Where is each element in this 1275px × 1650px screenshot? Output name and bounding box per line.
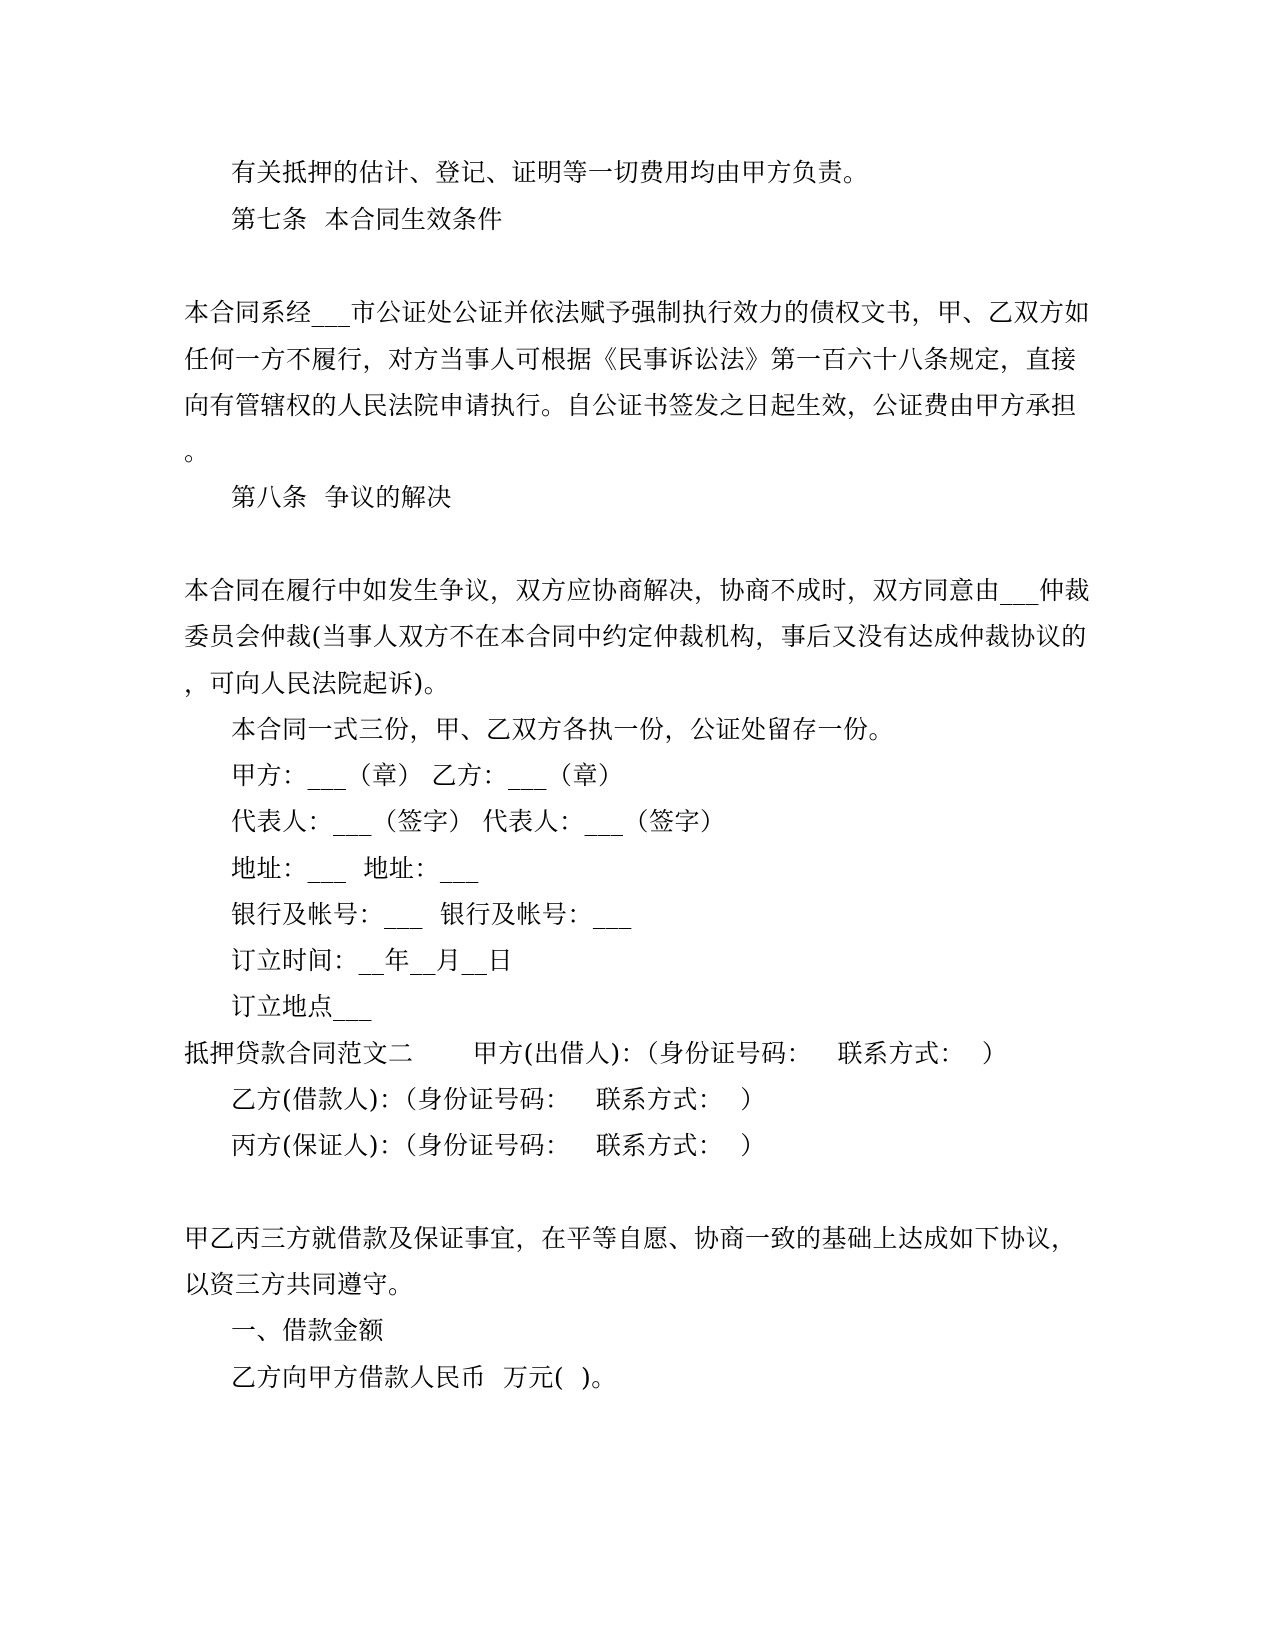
section-heading: 第七条 本合同生效条件 [231,205,503,234]
paragraph-line: 本合同一式三份，甲、乙双方各执一份，公证处留存一份。 [231,715,895,744]
bank-account-line: 银行及帐号：___ 银行及帐号：___ [231,900,632,929]
paragraph-line: 。 [184,437,210,466]
date-line: 订立时间：__年__月__日 [231,946,514,975]
paragraph-line: 乙方向甲方借款人民币 万元( )。 [231,1363,617,1392]
paragraph-line: 甲乙丙三方就借款及保证事宜，在平等自愿、协商一致的基础上达成如下协议， [184,1224,1077,1253]
paragraph-line: 以资三方共同遵守。 [184,1270,414,1299]
section-heading: 一、借款金额 [231,1316,385,1345]
contract-title-line: 抵押贷款合同范文二 甲方(出借人)：（身份证号码： 联系方式： ） [184,1039,1008,1068]
paragraph-line: 向有管辖权的人民法院申请执行。自公证书签发之日起生效，公证费由甲方承担 [184,391,1077,420]
signature-line: 甲方：___（章） 乙方：___（章） [231,761,624,790]
place-line: 订立地点___ [231,992,373,1021]
paragraph-line: 本合同在履行中如发生争议，双方应协商解决，协商不成时，双方同意由___仲裁 [184,576,1091,605]
address-line: 地址：___ 地址：___ [231,854,479,883]
paragraph-line: 有关抵押的估计、登记、证明等一切费用均由甲方负责。 [231,158,869,187]
party-line: 乙方(借款人)：（身份证号码： 联系方式： ） [231,1085,766,1114]
paragraph-line: 委员会仲裁(当事人双方不在本合同中约定仲裁机构，事后又没有达成仲裁协议的 [184,622,1087,651]
paragraph-line: 任何一方不履行，对方当事人可根据《民事诉讼法》第一百六十八条规定，直接 [184,345,1077,374]
party-line: 丙方(保证人)：（身份证号码： 联系方式： ） [231,1131,766,1160]
paragraph-line: ，可向人民法院起诉)。 [184,669,450,698]
section-heading: 第八条 争议的解决 [231,483,452,512]
paragraph-line: 本合同系经___市公证处公证并依法赋予强制执行效力的债权文书，甲、乙双方如 [184,298,1091,327]
signature-line: 代表人：___（签字） 代表人：___（签字） [231,807,726,836]
